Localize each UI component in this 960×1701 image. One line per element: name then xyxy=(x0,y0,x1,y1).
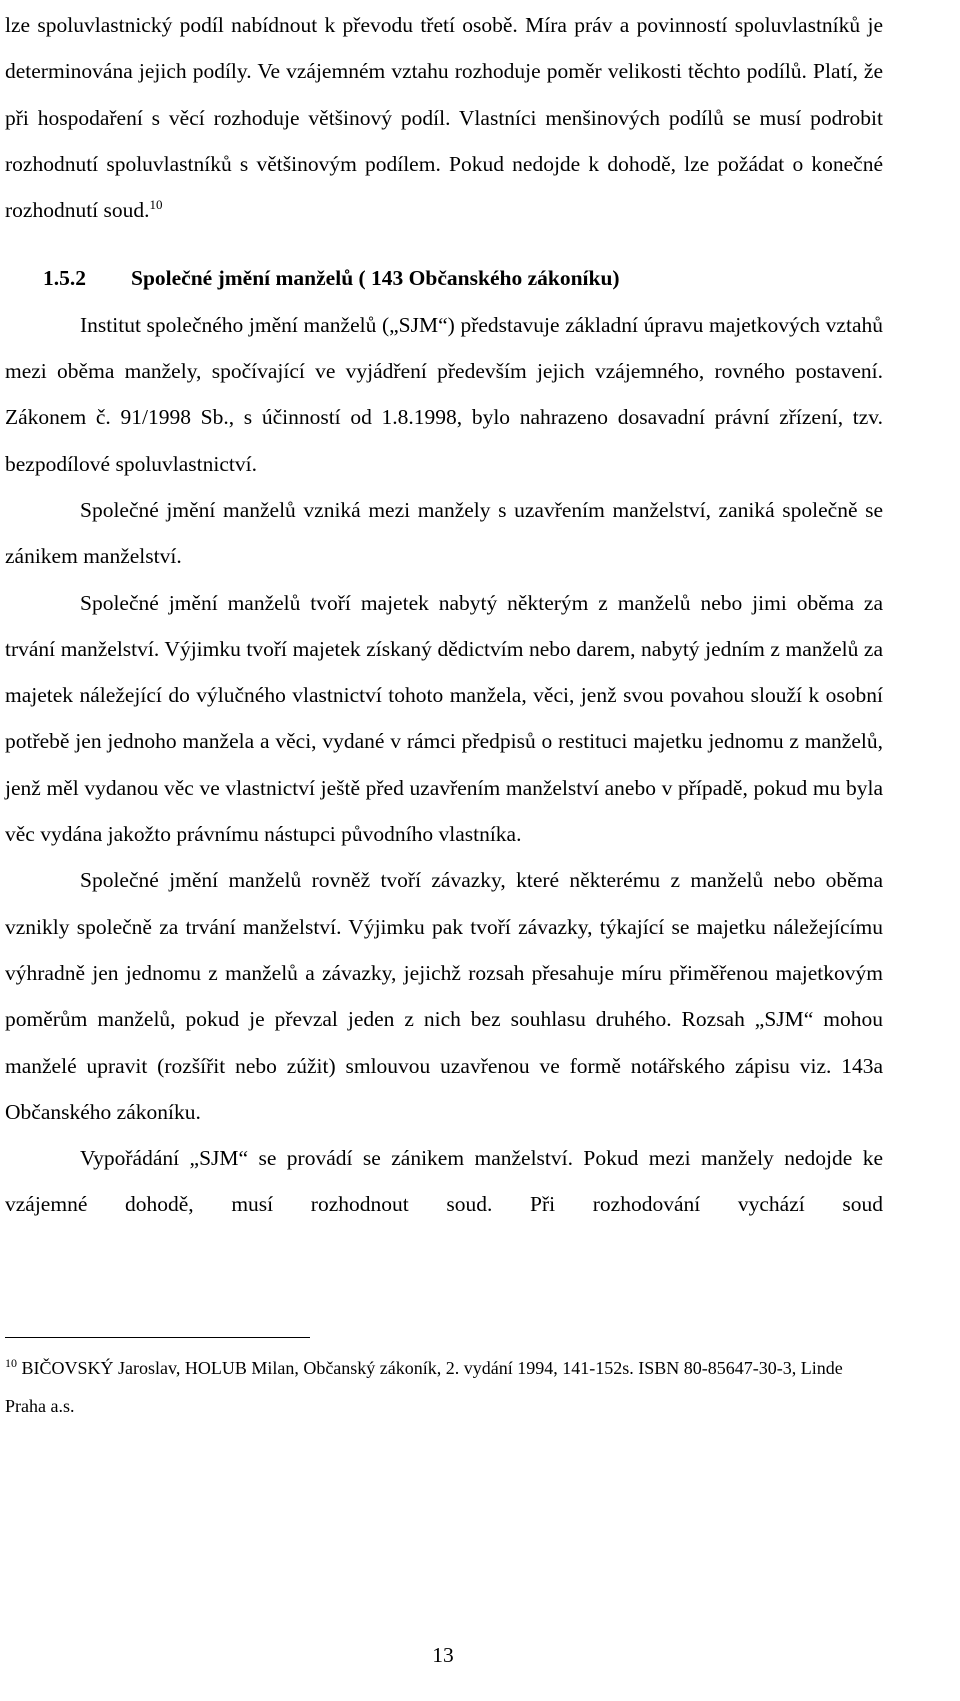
paragraph-4: Společné jmění manželů rovněž tvoří závazky, které některému z manželů nebo oběma vznikly společně za trvání manželství. Výjimku pak tvoří závazky, týkající se majetku náležejícímu výhradně jen jednomu z manželů a závazky, jejichž rozsah přesahuje míru přiměřenou majetkovým poměrům manželů, pokud je převzal jeden z nich bez souhlasu druhého. Rozsah „SJM“ mohou manželé upravit (rozšířit nebo zúžit) smlouvou uzavřenou ve formě notářského zápisu viz. 143a Občanského zákoníku. xyxy=(5,868,883,1124)
footnote-text: BIČOVSKÝ Jaroslav, HOLUB Milan, Občanský zákoník, 2. vydání 1994, 141-152s. ISBN 80-85647-30-3, Linde Praha a.s. xyxy=(5,1358,843,1416)
footnote-separator xyxy=(5,1337,310,1338)
section-heading xyxy=(5,255,883,301)
paragraph-2: Společné jmění manželů vzniká mezi manžely s uzavřením manželství, zaniká společně se zánikem manželství. xyxy=(5,497,883,569)
footnote-marker: 10 xyxy=(5,1356,17,1370)
paragraph-text: lze spoluvlastnický podíl nabídnout k převodu třetí osobě. Míra práv a povinností spoluvlastníků je determinována jejich podíly. Ve vzájemném vztahu rozhoduje poměr velikosti těchto podílů. Platí, že při hospodaření s věcí rozhoduje většinový podíl. Vlastníci menšinových podílů se musí podrobit rozhodnutí spoluvlastníků s většinovým podílem. Pokud nedojde k dohodě, lze požádat o konečné rozhodnutí soud. xyxy=(5,13,883,223)
footnote xyxy=(5,1349,885,1425)
section-title: Společné jmění manželů ( 143 Občanského zákoníku) xyxy=(131,266,620,291)
section-number: 1.5.2 xyxy=(43,266,86,291)
paragraph-continued xyxy=(5,2,883,233)
paragraph-5: Vypořádání „SJM“ se provádí se zánikem manželství. Pokud mezi manžely nedojde ke vzájemné dohodě, musí rozhodnout soud. Při rozhodování vychází soud xyxy=(5,1146,883,1217)
page-body xyxy=(5,2,883,1228)
paragraph-1: Institut společného jmění manželů („SJM“) představuje základní úpravu majetkových vztahů mezi oběma manžely, spočívající ve vyjádření především jejich vzájemného, rovného postavení. Zákonem č. 91/1998 Sb., s účinností od 1.8.1998, bylo nahrazeno dosavadní právní zřízení, tzv. bezpodílové spoluvlastnictví. xyxy=(5,312,883,476)
page-number: 13 xyxy=(432,1643,454,1667)
footnote-reference: 10 xyxy=(149,197,163,213)
paragraph-3: Společné jmění manželů tvoří majetek nabytý některým z manželů nebo jimi oběma za trvání manželství. Výjimku tvoří majetek získaný dědictvím nebo darem, nabytý jedním z manželů za majetek náležející do výlučného vlastnictví tohoto manžela, věci, jenž svou povahou slouží k osobní potřebě jen jednoho manžela a věci, vydané v rámci předpisů o restituci majetku jednomu z manželů, jenž měl vydanou věc ve vlastnictví ještě před uzavřením manželství anebo v případě, pokud mu byla věc vydána jakožto právnímu nástupci původního vlastníka. xyxy=(5,590,883,847)
